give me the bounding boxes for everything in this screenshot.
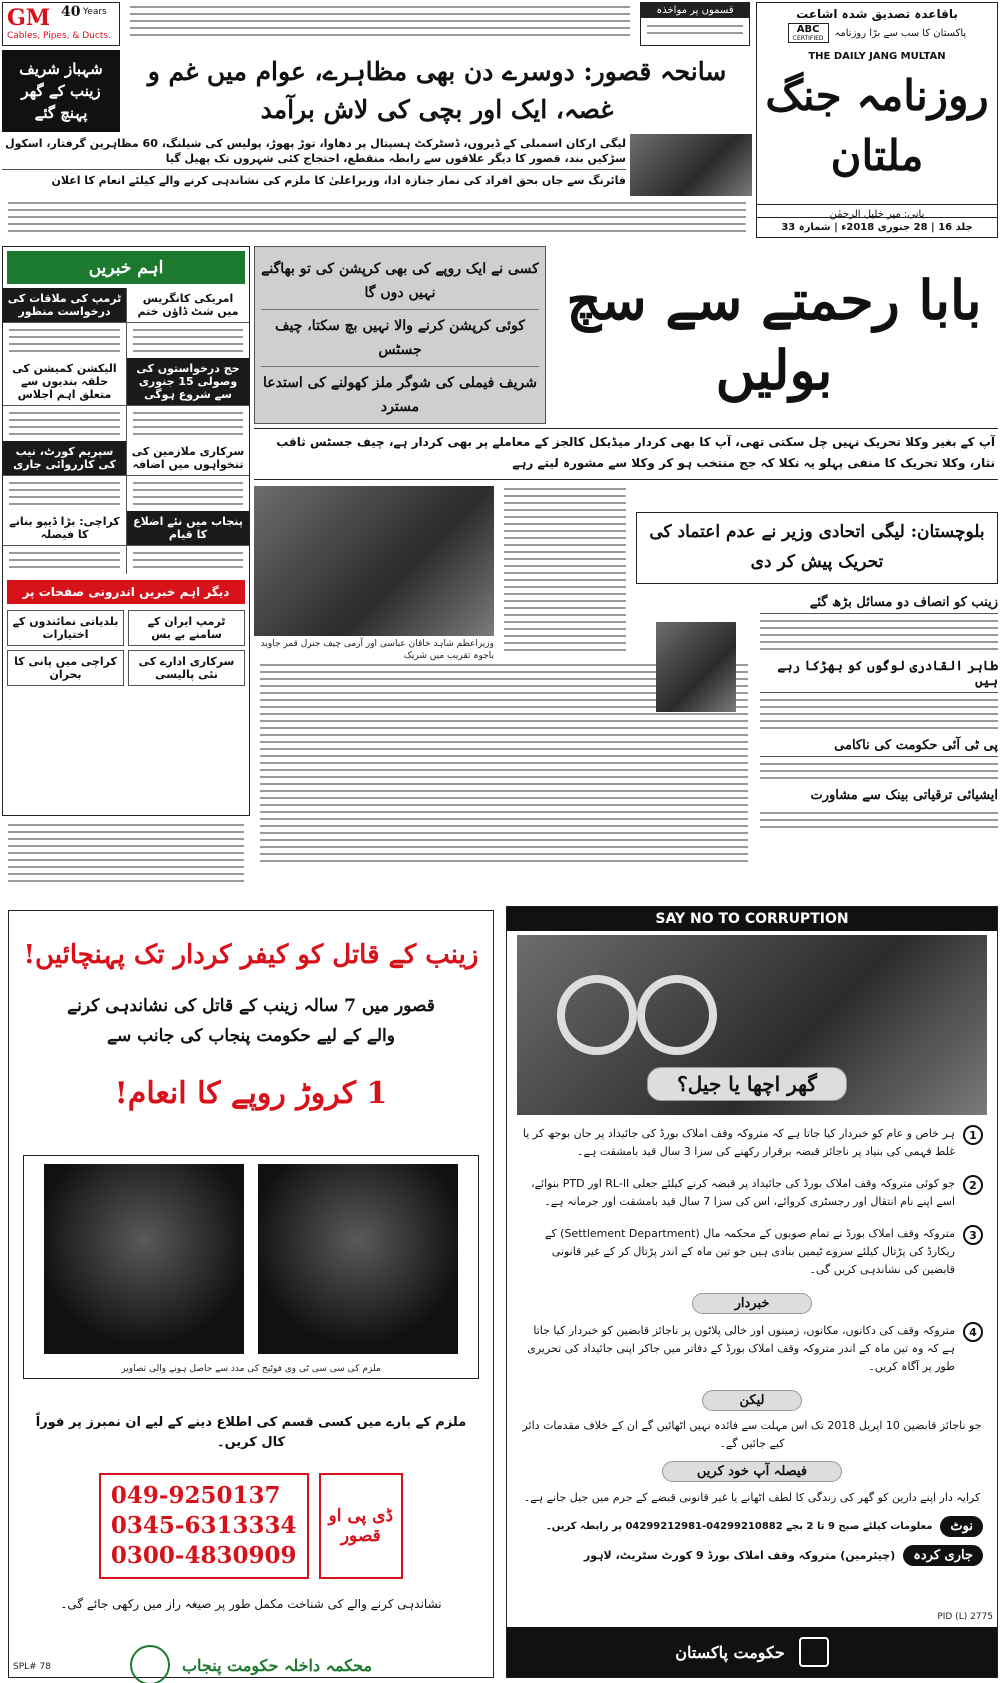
dpo-label: ڈی پی او xyxy=(328,1506,394,1526)
right-headline-3: پی ٹی آئی حکومت کی ناکامی xyxy=(760,735,998,757)
cert-line: باقاعدہ تصدیق شدہ اشاعت xyxy=(796,7,958,21)
top-box-label: قسموں پر مواخذہ xyxy=(641,3,749,18)
sidebar-item[interactable]: کراچی: بڑا ڈیپو بنانے کا فیصلہ xyxy=(3,511,126,546)
handcuffs-icon xyxy=(637,975,717,1055)
grey-headline-2: کوئی کرپشن کرنے والا نہیں بچ سکتا، چیف جسٹس xyxy=(261,310,539,367)
point-3: متروکہ وقف املاک بورڈ نے تمام صوبوں کے محکمہ مال (Settlement Department) کے ریکارڈ کی پڑتال کیلئے سروے ٹیمیں بنادی ہیں جو تین ماہ کے اندر پڑتال کر کے غیر قانونی قابضین کی نشاندہی کریں گی۔ xyxy=(544,1227,955,1276)
main-photo-caption xyxy=(254,638,494,662)
corruption-header: SAY NO TO CORRUPTION xyxy=(507,907,997,931)
reward-amount: 1 کروڑ روپے کا انعام! xyxy=(114,1076,388,1111)
lekin-label: لیکن xyxy=(739,1393,765,1408)
sidebar-item[interactable]: سپریم کورٹ، نیب کی کارروائی جاری xyxy=(3,441,126,476)
phone-1[interactable]: 049-9250137 xyxy=(110,1482,281,1509)
tenant-note: کرایہ دار اپنے دارین کو گھر کی زندگی کا لطف اٹھانے یا غیر قانونی قبضے کے جرم میں جیل جانے ہے۔ xyxy=(523,1491,981,1504)
handcuffs-icon xyxy=(557,975,637,1055)
sidebar-section2-item[interactable]: سرکاری ادارے کی نئی پالیسی xyxy=(128,650,245,686)
big-headline: بابا رحمتے سے سچ بولیں xyxy=(566,268,982,402)
sub-headline-2: فائرنگ سے جاں بحق افراد کی نماز جنازہ ادا، وزیراعلیٰ کا ملزم کی نشاندہی کرنے والے کیلئے انعام کا اعلان xyxy=(51,174,626,187)
point-number: 4 xyxy=(963,1322,983,1342)
sidebar-section2-title: دیگر اہم خبریں اندرونی صفحات پر xyxy=(7,580,245,604)
phone-3[interactable]: 0300-4830909 xyxy=(110,1542,297,1569)
side-headline-box xyxy=(2,50,120,132)
sidebar-title: اہم خبریں xyxy=(7,251,245,284)
gm-ad xyxy=(2,2,120,46)
note-text: معلومات کیلئے صبح 9 تا 2 بجے 04299210882-04299212981 پر رابطہ کریں۔ xyxy=(545,1521,933,1532)
corruption-code: PID (L) 2775 xyxy=(937,1612,993,1622)
masthead-logo: روزنامہ جنگ ملتان xyxy=(765,71,989,180)
issued-label: جاری کردہ xyxy=(913,1548,973,1563)
sidebar-item[interactable]: امریکی کانگریس میں شٹ ڈاؤن ختم xyxy=(127,288,249,323)
top-box xyxy=(640,2,750,46)
contact-note: ملزم کے بارے میں کسی قسم کی اطلاع دینے کے لیے ان نمبرز پر فوراً کال کریں۔ xyxy=(35,1415,467,1450)
mid-box-headline: بلوچستان: لیگی اتحادی وزیر نے عدم اعتماد کی تحریک پیش کر دی xyxy=(649,522,985,572)
right-headline-1: زینب کو انصاف دو مسائل بڑھ گئے xyxy=(760,592,998,614)
lead-text: آپ کے بغیر وکلا تحریک نہیں چل سکتی تھی، آپ کا بھی کردار میڈیکل کالجز کے معاملے پر بھی کردار ہے، چیف جسٹس ثاقب نثار، وکلا تحریک کا منفی پہلو یہ نکلا کہ جج منتخب ہو کر وکلا سے مشورہ لیتے رہے xyxy=(276,435,995,470)
sidebar-item[interactable]: ٹرمپ کی ملاقات کی درخواست منظور xyxy=(3,288,126,323)
point-2: جو کوئی متروکہ وقف املاک بورڈ کی جائیداد پر قبضہ کرنے کیلئے جعلی RL-II اور PTD بنوائے، اسے اپنے نام انتقال اور رجسٹری کروائے، اس کی سزا 7 سال قید بامشقت اور جرمانہ ہے۔ xyxy=(531,1177,955,1208)
masthead xyxy=(756,2,998,238)
cctv-photo xyxy=(258,1164,458,1354)
top-columns-text xyxy=(2,200,752,240)
abc-certified: CERTIFIED xyxy=(792,35,824,42)
reward-body-2: والے کے لیے حکومت پنجاب کی جانب سے xyxy=(107,1026,395,1046)
sidebar-item[interactable]: سرکاری ملازمین کی تنخواہوں میں اضافہ xyxy=(127,441,249,476)
right-headline-2: طاہر القادری لوگوں کو بھڑکا رہے ہیں xyxy=(760,656,998,693)
point-1: ہر خاص و عام کو خبردار کیا جاتا ہے کہ متروکہ وقف املاک بورڈ کی جائیداد پر جان بوجھ کر یا غلط فہمی کی بنیاد پر ناجائز قبضہ برقرار رکھنے کی سزا 3 سال قید بامشقت ہے۔ xyxy=(522,1127,955,1158)
middle-column-text xyxy=(498,486,632,676)
sidebar-section2-item[interactable]: بلدیاتی نمائندوں کے اختیارات xyxy=(7,610,124,646)
mid-photo-2 xyxy=(636,592,756,742)
reward-ad xyxy=(8,910,494,1678)
gm-logo: GM xyxy=(7,5,51,31)
main-headline: سانحہ قصور: دوسرے دن بھی مظاہرے، عوام میں غم و غصہ، ایک اور بچی کی لاش برآمد xyxy=(147,57,727,124)
big-headline-box xyxy=(550,246,998,424)
mid-box xyxy=(636,512,998,584)
gm-years-num: 40 xyxy=(61,4,81,20)
left-lower-text xyxy=(2,820,250,892)
grey-headline-1: کسی نے ایک روپے کی بھی کرپشن کی تو بھاگنے نہیں دوں گا xyxy=(261,253,539,310)
grey-headline-3: شریف فیملی کی شوگر ملز کھولنے کی استدعا مسترد xyxy=(262,375,537,415)
abc-badge: ABC xyxy=(796,24,820,35)
dpo-city: قصور xyxy=(340,1526,381,1546)
point-number: 3 xyxy=(963,1225,983,1245)
gm-years-word: Years xyxy=(83,7,107,17)
issuer-text: (چیئرمین) متروکہ وقف املاک بورڈ 9 کورٹ سٹریٹ، لاہور xyxy=(583,1549,896,1562)
sub-headlines xyxy=(2,136,626,188)
top-photo xyxy=(630,134,752,196)
handcuffs-photo xyxy=(517,935,987,1115)
pakistan-emblem-icon xyxy=(799,1637,829,1667)
right-headline-4: ایشیائی ترقیاتی بینک سے مشاورت xyxy=(810,788,998,803)
point-number: 1 xyxy=(963,1125,983,1145)
portrait-photo xyxy=(656,622,736,712)
main-photo xyxy=(254,486,494,636)
point-4: متروکہ وقف کی دکانوں، مکانوں، زمینوں اور خالی پلاٹوں پر ناجائز قابضین کو خبردار کیا جاتا ہے کہ وہ تین ماہ کے اندر متروکہ وقف املاک بورڈ کے دفاتر میں جاکر اپنی جائیداد کی تحریری طور پر آگاہ کریں۔ xyxy=(527,1324,955,1373)
reward-headline: زینب کے قاتل کو کیفر کردار تک پہنچائیں! xyxy=(23,940,479,970)
main-headline-box xyxy=(124,50,750,132)
grey-headline-box xyxy=(254,246,546,424)
punjab-logo xyxy=(130,1645,170,1683)
sidebar-item[interactable]: الیکشن کمیشن کی حلقہ بندیوں سے متعلق اہم اجلاس xyxy=(3,358,126,406)
sidebar xyxy=(2,246,250,816)
sub-headline-1: لیگی ارکان اسمبلی کے ڈیروں، ڈسٹرکٹ ہسپتال پر دھاوا، توڑ پھوڑ، پولیس کی شیلنگ، 60 مظاہرین گرفتار، اسکول سڑکیں بند، قصور کا دیگر علاقوں سے رابطہ منقطع، احتجاج کئی شہروں تک پھیل گیا xyxy=(2,136,626,170)
right-column xyxy=(760,592,998,892)
point-number: 2 xyxy=(963,1175,983,1195)
cctv-photo xyxy=(44,1164,244,1354)
lead-text-box xyxy=(254,428,998,480)
govt-label: حکومت پاکستان xyxy=(675,1642,785,1662)
corruption-ad xyxy=(506,906,998,1678)
side-headline: شہباز شریف زینب کے گھر پہنچ گئے xyxy=(19,60,103,122)
sidebar-item[interactable]: پنجاب میں نئے اضلاع کا قیام xyxy=(127,511,249,546)
reward-body-1: قصور میں 7 سالہ زینب کے قاتل کی نشاندہی کرنے xyxy=(67,996,435,1016)
english-name: THE DAILY JANG MULTAN xyxy=(808,51,946,62)
reward-footer: محکمہ داخلہ حکومت پنجاب xyxy=(181,1655,373,1675)
sidebar-item[interactable]: حج درخواستوں کی وصولی 15 جنوری سے شروع ہوگی xyxy=(127,358,249,406)
tagline: پاکستان کا سب سے بڑا روزنامہ xyxy=(834,27,967,39)
lekin-text: جو ناجائز قابضین 10 اپریل 2018 تک اس مہلت سے فائدہ نہیں اٹھائیں گے ان کے خلاف مقدمات دائر کیے جائیں گے۔ xyxy=(522,1419,982,1450)
founder-line: بانی: میر خلیل الرحمٰن xyxy=(757,204,997,220)
top-news-strip xyxy=(124,2,636,46)
reward-code: SPL# 78 xyxy=(13,1662,52,1672)
phone-2[interactable]: 0345-6313334 xyxy=(110,1512,297,1539)
sidebar-section2-item[interactable]: ٹرمپ ایران کے سامنے بے بس xyxy=(128,610,245,646)
gm-tagline: Cables, Pipes, & Ducts. xyxy=(7,31,111,41)
privacy-note: نشاندہی کرنے والے کی شناخت مکمل طور پر صیغہ راز میں رکھی جائے گی۔ xyxy=(60,1597,442,1611)
note-label: نوٹ xyxy=(950,1519,973,1534)
date-line: جلد 16 | 28 جنوری 2018ء | شمارہ 33 xyxy=(757,217,997,233)
corruption-question: گھر اچھا یا جیل؟ xyxy=(677,1072,817,1096)
decide-label: فیصلہ آپ خود کریں xyxy=(696,1464,808,1479)
warning-label: خبردار xyxy=(734,1296,770,1311)
sidebar-section2-item[interactable]: کراچی میں پانی کا بحران xyxy=(7,650,124,686)
photo-caption: وزیراعظم شاہد خاقان عباسی اور آرمی چیف جنرل قمر جاوید باجوہ تقریب میں شریک xyxy=(260,639,494,661)
cctv-caption: ملزم کی سی سی ٹی وی فوٹیج کی مدد سے حاصل ہونے والی تصاویر xyxy=(121,1364,381,1374)
